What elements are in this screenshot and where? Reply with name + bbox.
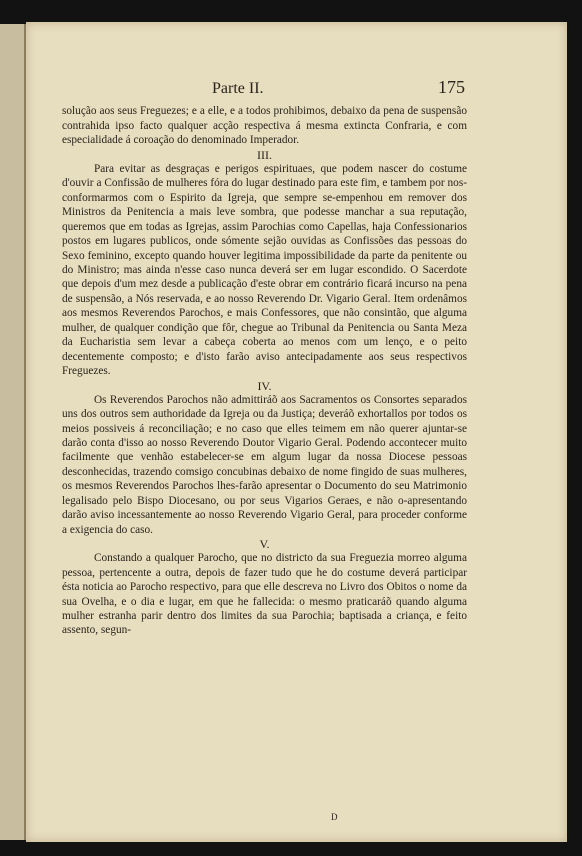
section-heading-3: III. xyxy=(257,147,272,162)
paragraph-intro: solução aos seus Freguezes; e a elle, e a todos prohibimos, debaixo da pena de suspensão contrahida ipso facto qualquer acção respectiva á mesma extincta Confraria, e com especialidade á coroação do denominado Imperador. xyxy=(62,105,467,147)
page-text xyxy=(62,77,467,638)
signature-mark: D xyxy=(331,812,338,822)
paragraph-4: Os Reverendos Parochos não admittiráõ aos Sacramentos os Consortes separados uns dos outros sem authoridade da Igreja ou da Justiça; deveráõ exhortallos por todos os meios possiveis á reconciliação; e no caso que elles teimem em não querer ajuntar-se darão conta d'isso ao nosso Reverendo Doutor Vigario Geral. Podendo accontecer muito facilmente que venhão estabelecer-se em algum lugar da nossa Diocese pessoas desconhecidas, trazendo comsigo concubinas debaixo de nome fingido de suas mulheres, os mesmos Reverendos Parochos lhes-farão apresentar o Documento do seu Matrimonio legalisado pelo Bispo Diocesano, ou por seus Vigarios Geraes, e não o-apresentando darão aviso incessantemente ao nosso Reverendo Vigario Geral, para proceder conforme a exigencia do caso. xyxy=(62,393,467,536)
section-heading-5: V. xyxy=(259,537,270,552)
book-page xyxy=(26,22,567,842)
page-number: 175 xyxy=(438,77,465,97)
paragraph-5: Constando a qualquer Parocho, que no districto da sua Freguezia morreo alguma pessoa, pertencente a outra, depois de fazer tudo que he do costume deverá participar ésta noticia ao Parocho respectivo, para que elle descreva no Livro dos Obitos o nome da sua Ovelha, e o dia e lugar, em que he fallecida: o mesmo praticaráõ quando alguma mulher estranha parir dentro dos limites da sua Parochia; baptisada a criança, e feito assento, segun- xyxy=(62,552,467,637)
running-title: Parte II. xyxy=(212,80,264,97)
section-heading-4: IV. xyxy=(257,378,272,393)
previous-page-edge xyxy=(0,24,26,840)
paragraph-3: Para evitar as desgraças e perigos espirituaes, que podem nascer do costume d'ouvir a Confissão de mulheres fóra do lugar destinado para este fim, e tambem por nos-conformarmos com o Espirito da Igreja, que sempre se-empenhou em remover dos Ministros da Penitencia a mais leve sombra, que podesse manchar a sua reputação, queremos que em todas as Igrejas, assim Parochias como Capellas, haja Confessionarios postos em lugares publicos, onde sómente sejão ouvidas as Confissões das pessoas do Sexo feminino, excepto quando houver legitima impossibilidade da parte da penitente ou do Ministro; mas ainda n'esse caso nunca deverá ser em lugar escondido. O Sacerdote que depois d'um mez desde a publicação d'este obrar em contrário ficará incurso na pena de suspensão, a Nós reservada, e ao nosso Reverendo Dr. Vigario Geral. Item ordenâmos aos mesmos Reverendos Parochos, e mais Confessores, que não consintão, que alguma mulher, de qualquer condição que fôr, chegue ao Tribunal da Penitencia ou Santa Meza da Eucharistia sem levar a cabeça coberta ao menos com um lenço, e o peito decentemente composto; e d'isto farão aviso antecipadamente aos seus respectivos Freguezes. xyxy=(62,162,467,378)
running-header xyxy=(62,77,467,97)
